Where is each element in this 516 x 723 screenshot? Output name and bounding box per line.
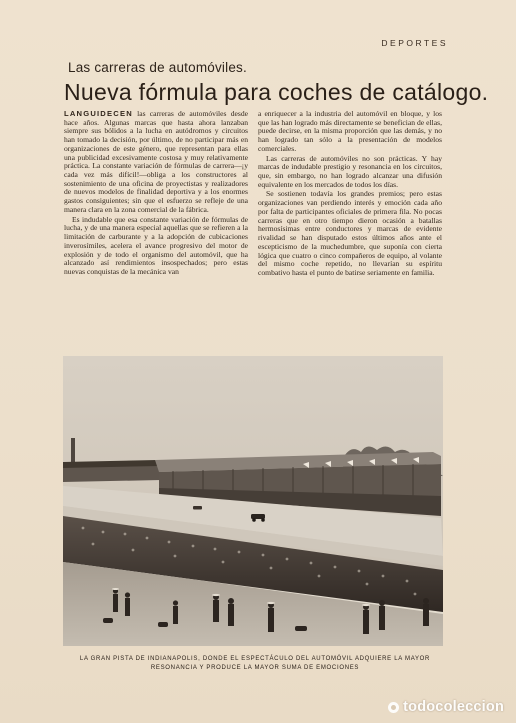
race-track-illustration [63,356,443,646]
article-column-left [64,110,248,372]
article-kicker: Las carreras de automóviles. [68,60,247,75]
watermark-logo-icon [388,702,399,713]
article-paragraph: a enriquecer a la industria del automóvil en bloque, y los que las han logrado más directamente se benefician de ellas, puede decirse, en la misma proporción que las demás, y no han logrado tan sólo a la presentación de modelos comerciales. [258,110,442,153]
article-dropcap: LANGUIDECEN [64,110,133,118]
watermark [388,699,504,715]
article-paragraph: Las carreras de automóviles no son prácticas. Y hay marcas de indudable prestigio y resonancia en los circuitos, que, sin embargo, no han logrado alcanzar una difusión equivalente en los mercados de todos los días. [258,153,442,189]
article-paragraph [64,110,248,215]
article-paragraph-text: las carreras de automóviles desde hace años. Algunas marcas que hasta ahora lanzaban siempre sus bólidos a la lucha en autódromos y circuitos han tomado la decisión, por último, de no participar más en organizaciones de este género, que representan para ellas una publicidad excesivamente costosa y muy relativamente práctica. La constante variación de fórmulas de carrera—¡y cada vez más difícil!—obliga a los constructores al sostenimiento de una oficina de proyectistas y realizadores de nuevos modelos de finalidad deportiva y a los enormes gastos consiguientes; sin que el esfuerzo se refleje de una manera clara en la zona comercial de la fábrica. [64,110,248,214]
race-track-photo [63,356,443,646]
photo-caption: LA GRAN PISTA DE INDIANAPOLIS, DONDE EL ESPECTÁCULO DEL AUTOMÓVIL ADQUIERE LA MAYOR RESONANCIA Y PRODUCE LA MAYOR SUMA DE EMOCIONES [79,656,431,671]
article-headline: Nueva fórmula para coches de catálogo. [64,79,489,105]
article-column-right [258,110,442,372]
article-paragraph: Es indudable que esa constante variación de fórmulas de lucha, y de una manera especial aquellas que se refieren a la limitación de carburante y a la adopción de cubicaciones inverosímiles, acelera el avance progresivo del motor de explosión y de todo el organismo del automóvil, que ha alcanzado así rendimientos insospechados; pero estas nuevas conquistas de la mecánica van [64,214,248,276]
section-label: DEPORTES [381,38,448,48]
watermark-text: todocoleccion [403,699,504,715]
article-paragraph: Se sostienen todavía los grandes premios; pero estas organizaciones van perdiendo interés y emoción cada año por falta de participantes oficiales de primera fila. No pocas carreras que en otro tiempo dieron ocasión a batallas hermosísimas entre conductores y marcas de evidente rivalidad se han disputado estos últimos años ante el escepticismo de la muchedumbre, que suponía con cierta lógica que cuatro o cinco compañeros de equipo, al volante del mismo coche repetido, no llevarían su espíritu combativo hasta el punto de batirse seriamente en familia. [258,189,442,277]
article-body [64,110,442,372]
